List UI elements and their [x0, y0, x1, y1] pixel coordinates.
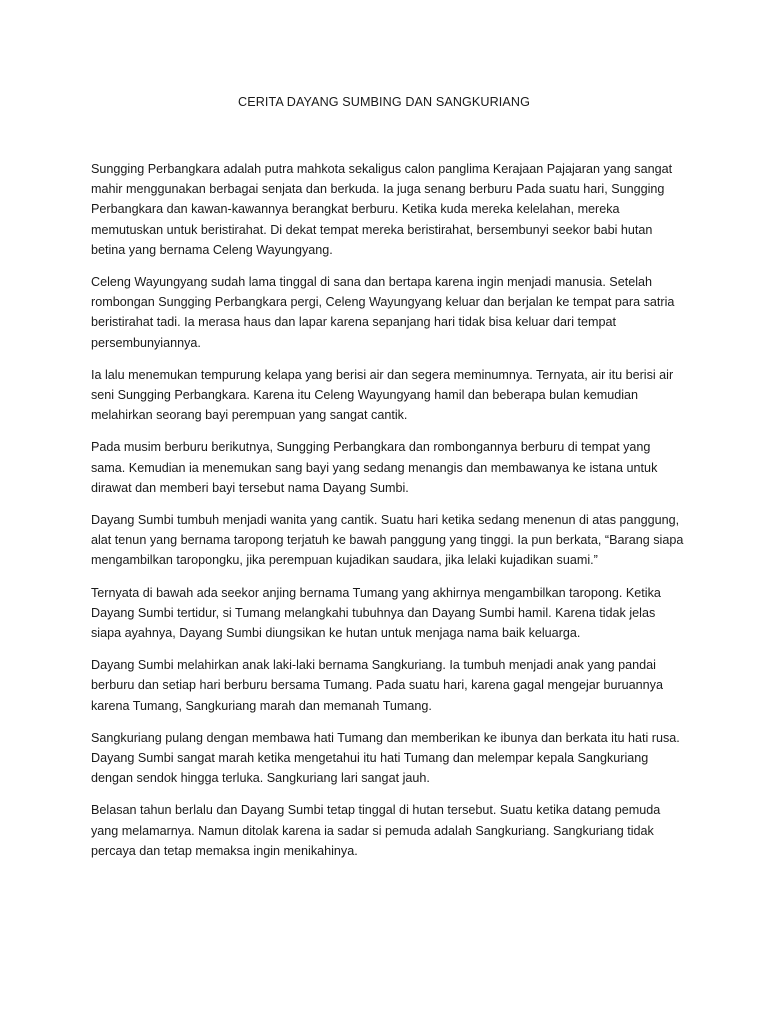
- paragraph-1: Sungging Perbangkara adalah putra mahkota sekaligus calon panglima Kerajaan Pajajaran yang sangat mahir menggunakan berbagai senjata dan berkuda. Ia juga senang berburu Pada suatu hari, Sungging Perbangkara dan kawan-kawannya berangkat berburu. Ketika kuda mereka kelelahan, mereka memutuskan untuk beristirahat. Di dekat tempat mereka beristirahat, bersembunyi seekor babi hutan betina yang bernama Celeng Wayungyang.: [91, 162, 673, 257]
- paragraph-4: Pada musim berburu berikutnya, Sungging Perbangkara dan rombongannya berburu di tempat yang sama. Kemudian ia menemukan sang bayi yang sedang menangis dan membawanya ke istana untuk dirawat dan memberi bayi tersebut nama Dayang Sumbi.: [91, 440, 658, 495]
- paragraph-8: Sangkuriang pulang dengan membawa hati Tumang dan memberikan ke ibunya dan berkata itu hati rusa. Dayang Sumbi sangat marah ketika mengetahui itu hati Tumang dan melempar kepala Sangkuriang dengan sendok hingga terluka. Sangkuriang lari sangat jauh.: [91, 730, 680, 786]
- document-body: [91, 159, 687, 873]
- paragraph-7: Dayang Sumbi melahirkan anak laki-laki bernama Sangkuriang. Ia tumbuh menjadi anak yang pandai berburu dan setiap hari berburu bersama Tumang. Pada suatu hari, karena gagal mengejar buruannya karena Tumang, Sangkuriang marah dan memanah Tumang.: [91, 658, 663, 713]
- paragraph-6: Ternyata di bawah ada seekor anjing bernama Tumang yang akhirnya mengambilkan taropong. Ketika Dayang Sumbi tertidur, si Tumang melangkahi tubuhnya dan Dayang Sumbi hamil. Karena tidak jelas siapa ayahnya, Dayang Sumbi diungsikan ke hutan untuk menjaga nama baik keluarga.: [91, 585, 661, 641]
- paragraph-2: Celeng Wayungyang sudah lama tinggal di sana dan bertapa karena ingin menjadi manusia. Setelah rombongan Sungging Perbangkara pergi, Celeng Wayungyang keluar dan berjalan ke tempat para satria beristirahat tadi. Ia merasa haus dan lapar karena sepanjang hari tidak bisa keluar dari tempat persembunyiannya.: [91, 275, 675, 350]
- paragraph-3: Ia lalu menemukan tempurung kelapa yang berisi air dan segera meminumnya. Ternyata, air itu berisi air seni Sungging Perbangkara. Karena itu Celeng Wayungyang hamil dan beberapa bulan kemudian melahirkan seorang bayi perempuan yang sangat cantik.: [91, 367, 674, 423]
- document-title: CERITA DAYANG SUMBING DAN SANGKURIANG: [238, 95, 530, 109]
- paragraph-9: Belasan tahun berlalu dan Dayang Sumbi tetap tinggal di hutan tersebut. Suatu ketika datang pemuda yang melamarnya. Namun ditolak karena ia sadar si pemuda adalah Sangkuriang. Sangkuriang tidak percaya dan tetap memaksa ingin menikahinya.: [91, 803, 661, 858]
- paragraph-5: Dayang Sumbi tumbuh menjadi wanita yang cantik. Suatu hari ketika sedang menenun di atas panggung, alat tenun yang bernama taropong terjatuh ke bawah panggung yang tinggi. Ia pun berkata, “Barang siapa mengambilkan taropongku, jika perempuan kujadikan saudara, jika lelaki kujadikan suami.”: [91, 513, 684, 568]
